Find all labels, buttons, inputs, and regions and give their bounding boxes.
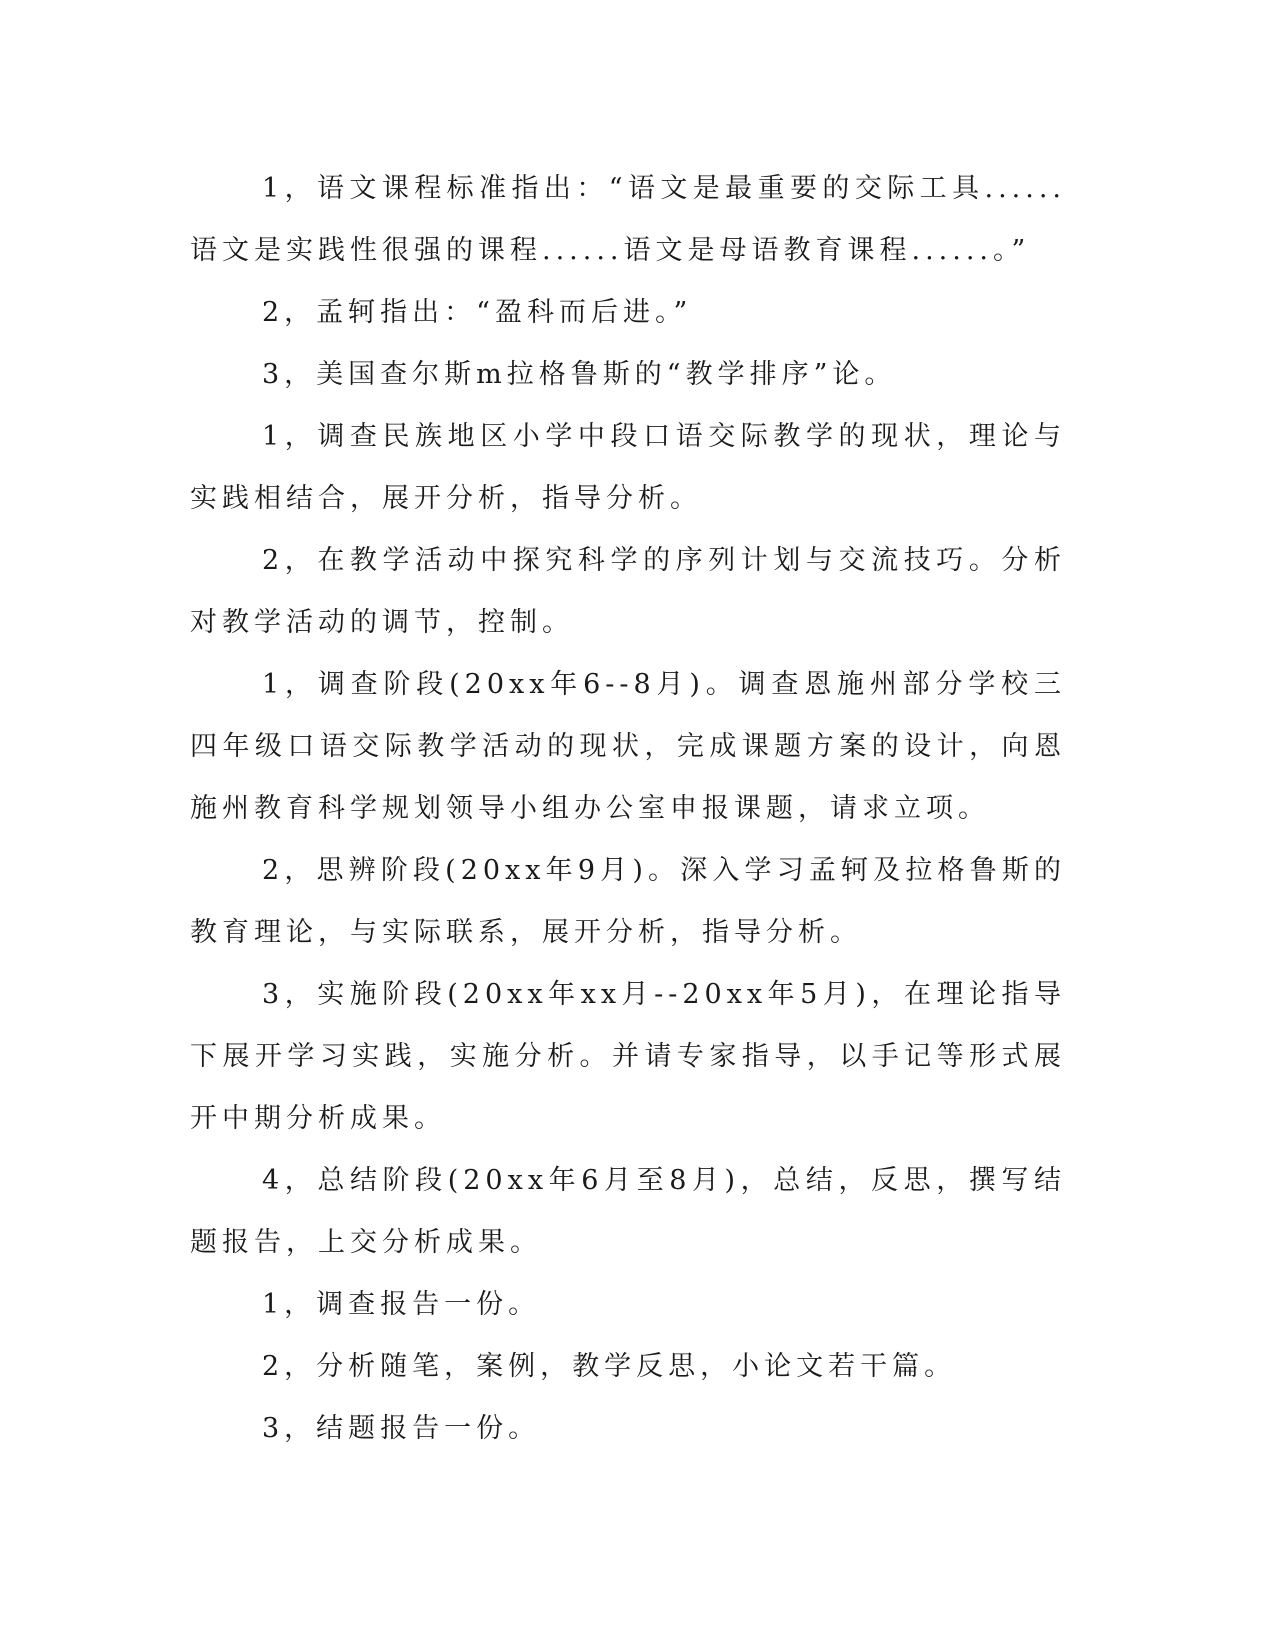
paragraph-output-final-report: 3，结题报告一份。 <box>262 1413 541 1444</box>
document-body <box>190 158 1066 1460</box>
paragraph-stage-survey: 1，调查阶段(20xx年6--8月)。调查恩施州部分学校三四年级口语交际教学活动的现状，完成课题方案的设计，向恩施州教育科学规划领导小组办公室申报课题，请求立项。 <box>190 669 1066 824</box>
paragraph-goal-investigate: 1，调查民族地区小学中段口语交际教学的现状，理论与实践相结合，展开分析，指导分析。 <box>190 421 1066 514</box>
paragraph-stage-implementation: 3，实施阶段(20xx年xx月--20xx年5月)，在理论指导下展开学习实践，实施分析。并请专家指导，以手记等形式展开中期分析成果。 <box>190 979 1066 1134</box>
paragraph-output-essays: 2，分析随笔，案例，教学反思，小论文若干篇。 <box>262 1351 957 1382</box>
paragraph-teaching-sequence-theory: 3，美国查尔斯m拉格鲁斯的“教学排序”论。 <box>262 359 897 390</box>
paragraph-mengke-quote: 2，孟轲指出：“盈科而后进。” <box>262 297 693 328</box>
paragraph-goal-explore: 2，在教学活动中探究科学的序列计划与交流技巧。分析对教学活动的调节，控制。 <box>190 545 1066 638</box>
paragraph-stage-summary: 4，总结阶段(20xx年6月至8月)，总结，反思，撰写结题报告，上交分析成果。 <box>190 1165 1066 1258</box>
paragraph-stage-reflection: 2，思辨阶段(20xx年9月)。深入学习孟轲及拉格鲁斯的教育理论，与实际联系，展开分析，指导分析。 <box>190 855 1066 948</box>
paragraph-curriculum-standard: 1，语文课程标准指出：“语文是最重要的交际工具......语文是实践性很强的课程......语文是母语教育课程......。” <box>190 173 1066 266</box>
paragraph-output-survey-report: 1，调查报告一份。 <box>262 1289 541 1320</box>
